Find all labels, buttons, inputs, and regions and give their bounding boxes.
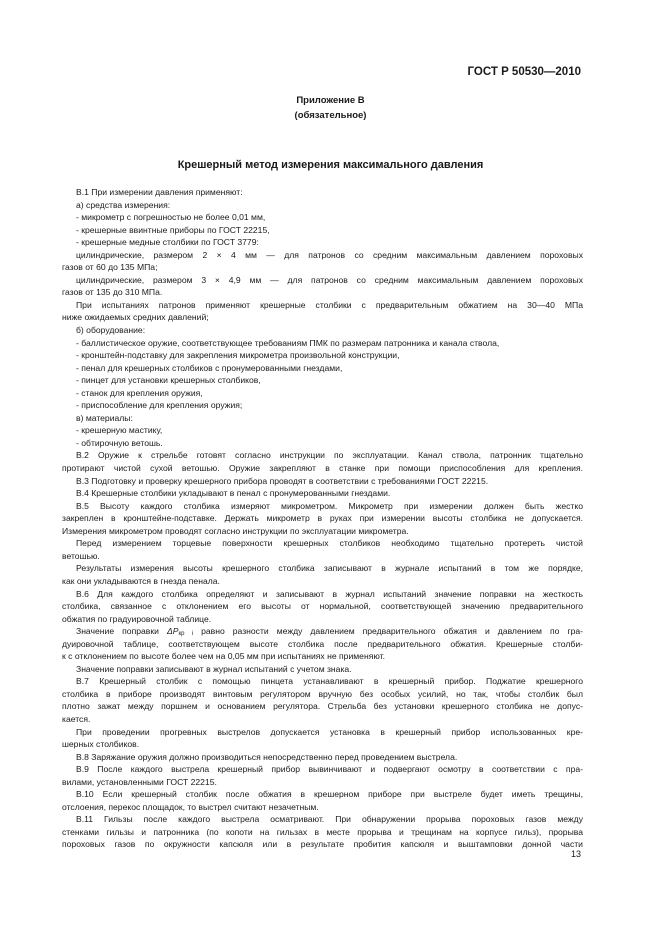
text-line: как они укладываются в гнезда пенала. [62,575,220,586]
text-line: В.6 Для каждого столбика определяют и записывают в журнал испытаний значение поправки на жесткость [76,588,583,599]
text-line: В.9 После каждого выстрела крешерный прибор вывинчивают и подвергают осмотру в соответствии с пра- [76,764,583,775]
formula-line [62,625,583,638]
text-line: - станок для крепления оружия, [76,387,203,398]
text-line: - микрометр с погрешностью не более 0,01 мм, [76,212,266,223]
text-line: вилами, установленными ГОСТ 22215. [62,776,217,787]
text-line: В.5 Высоту каждого столбика измеряют микрометром. Микрометр при измерении должен быть жестко [76,500,583,511]
appendix-label: Приложение В [296,95,365,106]
text-line: газов от 135 до 310 МПа. [62,287,163,298]
text-line: - крешерные ввинтные приборы по ГОСТ 22215, [76,224,270,235]
formula-subscript: кр i [178,631,194,638]
section-title: Крешерный метод измерения максимального давления [177,159,484,171]
text-line: - баллистическое оружие, соответствующее требованиям ПМК по размерам патронника и канала ствола, [76,337,500,348]
formula-text-after: равно разности между давлением предварительного обжатия и давлением по гра- [193,626,583,637]
text-line: газов от 60 до 135 МПа; [62,262,158,273]
text-line: столбика, связанное с отклонением его высоты от нормальной, соответствующей значению предварительного [62,601,583,612]
text-line: - крешерные медные столбики по ГОСТ 3779: [76,237,259,248]
text-line: Перед измерением торцевые поверхности крешерных столбиков необходимо тщательно протереть чистой [76,538,583,549]
text-line: Измерения микрометром проводят согласно инструкции по эксплуатации микрометра. [62,525,409,536]
text-line: отслоения, перекос площадок, то выстрел считают незачетным. [62,801,319,812]
text-line: пороховых газов по окружности капсюля или в результате пробития капсюля и выштамповки донной части [62,839,583,850]
text-line: Результаты измерения высоты крешерного столбика записывают в журнале испытаний в том же порядке, [76,563,583,574]
text-line: плотно зажат между поршнем и основанием регулятора. Стрельба без установки крешерного столбика не допус- [62,701,583,712]
text-line: цилиндрические, размером 3 × 4,9 мм — для патронов со средним максимальным давлением пороховых [76,274,583,285]
text-line: При испытаниях патронов применяют крешерные столбики с предварительным обжатием на 30—40 МПа [76,299,583,310]
text-line: кается. [62,713,91,724]
text-line: - крешерную мастику, [76,425,163,436]
formula-text-before: Значение поправки [76,626,167,637]
text-line: - пенал для крешерных столбиков с пронумерованными гнездами, [76,362,343,373]
text-line: В.11 Гильзы после каждого выстрела осматривают. При обнаружении прорыва пороховых газов между [76,814,583,825]
text-line: - приспособление для крепления оружия; [76,400,243,411]
text-line: - обтирочную ветошь. [76,437,163,448]
text-line: В.8 Заряжание оружия должно производиться непосредственно перед проведением выстрела. [76,751,458,762]
text-line: закреплен в кронштейне-подставке. Держать микрометр в руках при измерении высоты столбика не допускается. [62,513,583,524]
text-line: стенками гильзы и патронника (по копоти на гильзах в месте прорыва и трещинам на корпусе гильз), прорыва [62,826,583,837]
standard-number: ГОСТ Р 50530—2010 [467,66,581,78]
text-line: цилиндрические, размером 2 × 4 мм — для патронов со средним максимальным давлением пороховых [76,249,583,260]
text-line: столбика в приборе производят винтовым регулятором вручную без особых усилий, но так, чтобы столбик был [62,688,583,699]
text-line: в) материалы: [76,412,133,423]
text-line: В.10 Если крешерный столбик после обжатия в крешерном приборе при выстреле будет иметь трещины, [76,789,583,800]
text-line: При проведении прогревных выстрелов допускается установка в крешерный прибор использованных кре- [76,726,583,737]
text-line: обжатия по градуировочной таблице. [62,613,212,624]
text-line: В.7 Крешерный столбик с помощью пинцета устанавливают в крешерный прибор. Поджатие крешерного [76,676,583,687]
text-line: - кронштейн-подставку для закрепления микрометра произвольной конструкции, [76,350,400,361]
text-line: б) оборудование: [76,325,146,336]
text-line: а) средства измерения: [76,199,171,210]
text-line: дуировочной таблице, соответствующем высоте столбика после предварительного обжатия. Крешерные столби- [62,638,583,649]
text-line: В.4 Крешерные столбики укладывают в пенал с пронумерованными гнездами. [76,488,391,499]
text-line: - пинцет для установки крешерных столбиков, [76,375,261,386]
text-line: шерных столбиков. [62,739,140,750]
text-line: протирают чистой сухой ветошью. Оружие закрепляют в станке при помощи приспособления для крепления. [62,463,583,474]
text-line: В.2 Оружие к стрельбе готовят согласно инструкции по эксплуатации. Канал ствола, патронник тщательно [76,450,583,461]
text-line: ветошью. [62,550,100,561]
document-body [62,186,583,851]
appendix-status: (обязательное) [294,110,367,121]
text-line: В.3 Подготовку и проверку крешерного прибора проводят в соответствии с требованиями ГОСТ 22215. [76,475,489,486]
text-line: В.1 При измерении давления применяют: [76,187,243,197]
page-number: 13 [570,849,581,859]
formula-symbol: ΔP [166,626,179,637]
text-line: Значение поправки записывают в журнал испытаний с учетом знака. [76,663,352,674]
text-line: к с отклонением по высоте более чем на 0,05 мм при испытаниях не применяют. [62,651,385,662]
text-line: ниже ожидаемых средних давлений; [62,312,209,323]
